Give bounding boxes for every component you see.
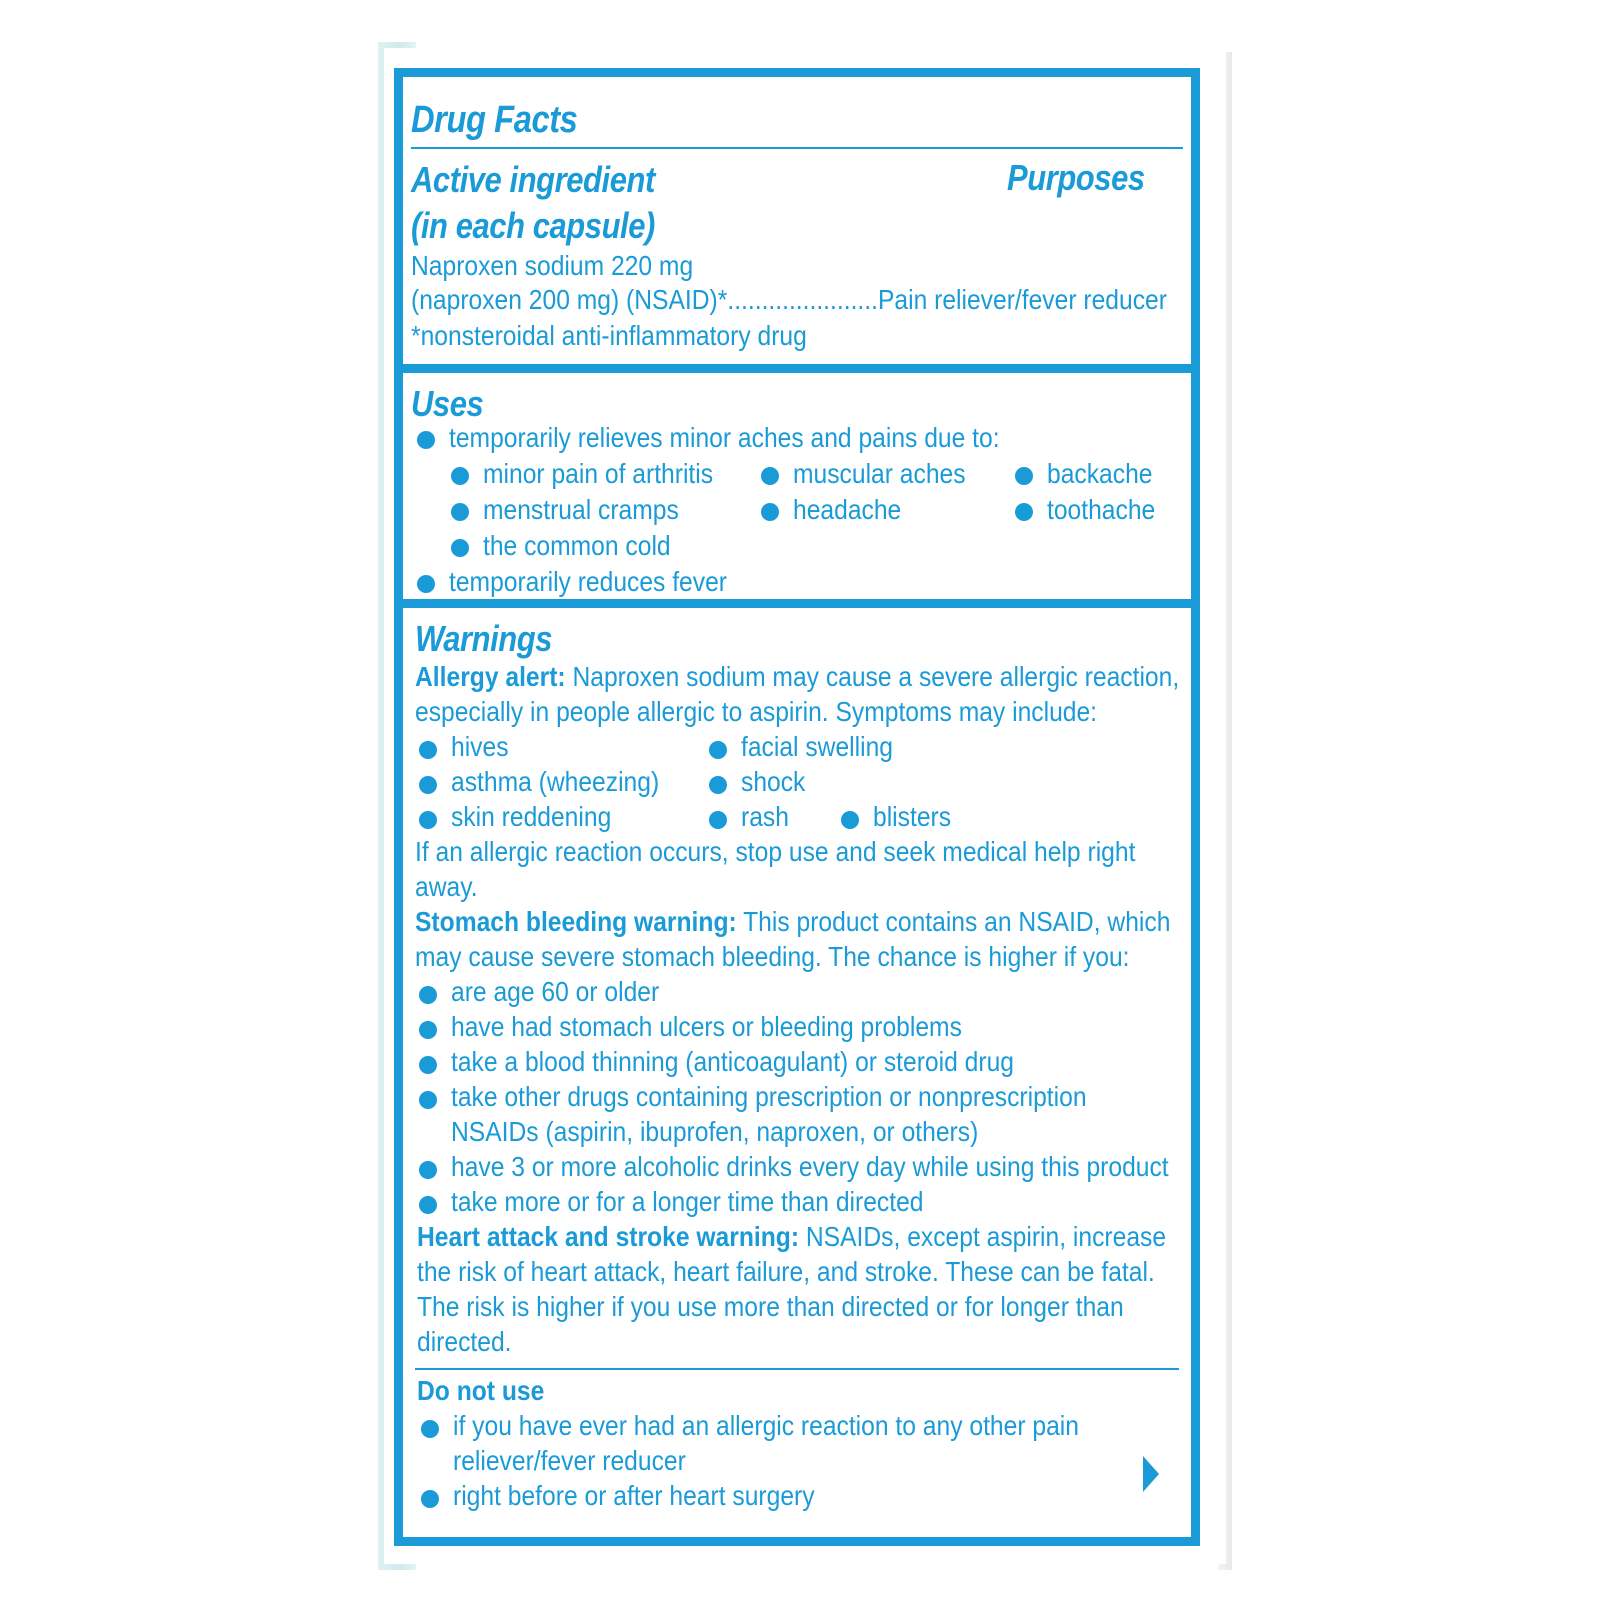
stomach-item-age: are age 60 or older — [451, 976, 660, 1007]
uses-sub-menstrual: menstrual cramps — [483, 494, 679, 525]
bullet — [761, 467, 779, 485]
bullet — [419, 1056, 437, 1074]
purposes-heading: Purposes — [1007, 157, 1145, 198]
bullet — [709, 811, 727, 829]
title-rule — [411, 147, 1183, 149]
bullet — [761, 503, 779, 521]
ingredient-name: Naproxen sodium 220 mg — [411, 250, 694, 281]
allergy-alert-line1: Allergy alert: Naproxen sodium may cause a severe allergic reaction, — [415, 661, 1180, 692]
bullet — [841, 811, 859, 829]
do-not-use-rule — [415, 1368, 1179, 1370]
bullet — [419, 741, 437, 759]
allergy-alert-line2: especially in people allergic to aspirin. Symptoms may include: — [415, 696, 1098, 727]
symptom-facial-swelling: facial swelling — [741, 731, 894, 762]
bullet — [1015, 467, 1033, 485]
heart-warning-line2: the risk of heart attack, heart failure, and stroke. These can be fatal. — [417, 1256, 1155, 1287]
uses-sub-backache: backache — [1047, 458, 1153, 489]
heart-warning-line1: Heart attack and stroke warning: NSAIDs, except aspirin, increase — [417, 1221, 1167, 1252]
allergy-instructions-line1: If an allergic reaction occurs, stop use and seek medical help right — [415, 836, 1136, 867]
section-divider — [403, 599, 1191, 608]
stomach-item-alcohol: have 3 or more alcoholic drinks every day while using this product — [451, 1151, 1169, 1182]
ingredient-purpose: Pain reliever/fever reducer — [877, 284, 1167, 315]
uses-item-fever: temporarily reduces fever — [449, 566, 727, 597]
uses-section — [403, 373, 1191, 599]
bullet — [451, 467, 469, 485]
active-ingredient-heading: Active ingredient — [411, 159, 655, 200]
symptom-rash: rash — [741, 801, 789, 832]
bullet — [1015, 503, 1033, 521]
bullet — [709, 741, 727, 759]
uses-sub-cold: the common cold — [483, 530, 671, 561]
active-ingredient-section — [403, 77, 1191, 364]
warnings-heading: Warnings — [415, 618, 553, 659]
warnings-section — [403, 608, 1191, 1537]
uses-sub-toothache: toothache — [1047, 494, 1156, 525]
symptom-skin-reddening: skin reddening — [451, 801, 612, 832]
section-divider — [403, 364, 1191, 373]
uses-sub-muscular: muscular aches — [793, 458, 966, 489]
symptom-asthma: asthma (wheezing) — [451, 766, 660, 797]
stomach-item-other-drugs: take other drugs containing prescription or nonprescription — [451, 1081, 1087, 1112]
bullet — [419, 986, 437, 1004]
bullet — [419, 811, 437, 829]
heart-warning-line4: directed. — [417, 1326, 512, 1357]
symptom-hives: hives — [451, 731, 509, 762]
allergy-instructions-line2: away. — [415, 871, 478, 902]
stomach-warning-line1: Stomach bleeding warning: This product contains an NSAID, which — [415, 906, 1171, 937]
stomach-item-ulcers: have had stomach ulcers or bleeding problems — [451, 1011, 962, 1042]
symptom-shock: shock — [741, 766, 806, 797]
uses-item-aches: temporarily relieves minor aches and pains due to: — [449, 422, 1000, 453]
bullet — [451, 503, 469, 521]
bullet — [419, 776, 437, 794]
do-not-use-item-allergy-cont: reliever/fever reducer — [453, 1445, 686, 1476]
uses-sub-headache: headache — [793, 494, 902, 525]
do-not-use-heading: Do not use — [417, 1375, 545, 1406]
heart-warning-line3: The risk is higher if you use more than directed or for longer than — [417, 1291, 1124, 1322]
do-not-use-item-surgery: right before or after heart surgery — [453, 1480, 815, 1511]
bullet — [419, 1161, 437, 1179]
stomach-item-longer: take more or for a longer time than directed — [451, 1186, 924, 1217]
active-ingredient-subheading: (in each capsule) — [411, 205, 655, 246]
bullet — [419, 1196, 437, 1214]
do-not-use-item-allergy: if you have ever had an allergic reaction to any other pain — [453, 1410, 1079, 1441]
stomach-item-blood-thinning: take a blood thinning (anticoagulant) or steroid drug — [451, 1046, 1014, 1077]
symptom-blisters: blisters — [873, 801, 952, 832]
bullet — [421, 1490, 439, 1508]
drug-facts-title: Drug Facts — [411, 99, 578, 141]
stomach-warning-line2: may cause severe stomach bleeding. The chance is higher if you: — [415, 941, 1130, 972]
bullet — [709, 776, 727, 794]
bullet — [451, 539, 469, 557]
ingredient-detail: (naproxen 200 mg) (NSAID)*......................Pain reliever/fever reducer — [411, 284, 1167, 315]
uses-sub-arthritis: minor pain of arthritis — [483, 458, 714, 489]
ingredient-footnote: *nonsteroidal anti-inflammatory drug — [411, 320, 807, 351]
bullet — [419, 1021, 437, 1039]
drug-facts-panel — [394, 68, 1200, 1546]
triangle-right-icon — [1143, 1456, 1159, 1492]
uses-heading: Uses — [411, 383, 484, 424]
bullet — [417, 575, 435, 593]
bullet — [419, 1091, 437, 1109]
stomach-item-other-drugs-cont: NSAIDs (aspirin, ibuprofen, naproxen, or others) — [451, 1116, 979, 1147]
bullet — [417, 431, 435, 449]
bullet — [421, 1420, 439, 1438]
